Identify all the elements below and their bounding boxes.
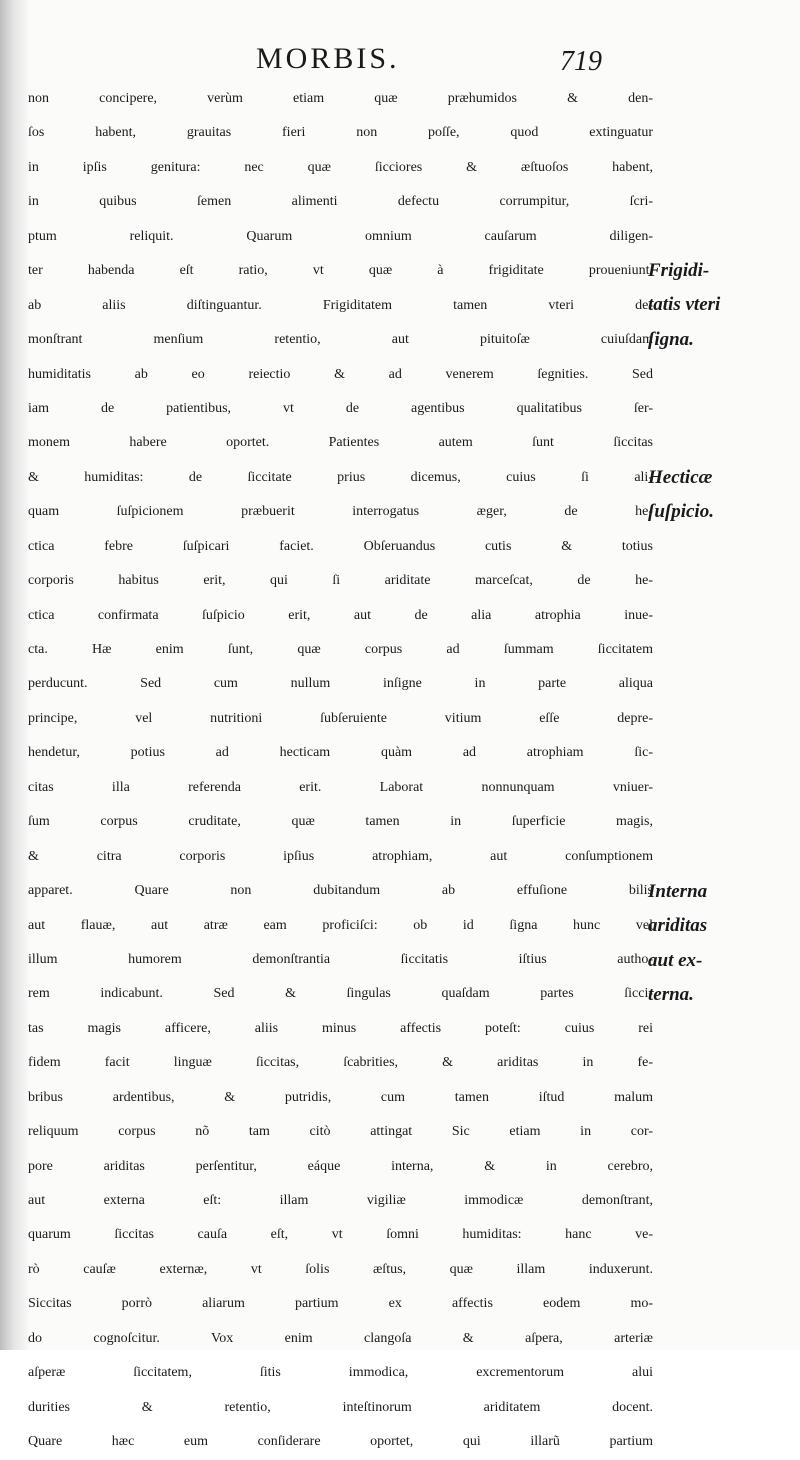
text-line: iam de patientibus, vt de agentibus qualitatibus ſer-	[28, 400, 653, 416]
gutter-shadow	[0, 0, 30, 1350]
text-line: quarum ſiccitas cauſa eſt, vt ſomni humiditas: hanc ve-	[28, 1227, 653, 1243]
text-line: corporis habitus erit, qui ſi ariditate marceſcat, de he-	[28, 573, 653, 589]
text-line: tas magis afficere, aliis minus affectis poteſt: cuius rei	[28, 1020, 653, 1036]
margin-note-line: ſuſpicio.	[648, 501, 714, 523]
margin-note-line: Hecticæ	[648, 467, 713, 488]
text-line: durities & retentio, inteſtinorum ariditatem docent.	[28, 1399, 653, 1415]
text-line: aut flauæ, aut atræ eam proficiſci: ob id ſigna hunc vel	[28, 917, 653, 933]
text-line: ptum reliquit. Quarum omnium cauſarum diligen-	[28, 228, 653, 244]
text-line: ſum corpus cruditate, quæ tamen in ſuperficie magis,	[28, 814, 653, 830]
text-line: in ipſis genitura: nec quæ ſicciores & æſtuoſos habent,	[28, 159, 653, 175]
margin-note-ariditas	[648, 875, 793, 1013]
text-line: illum humorem demonſtrantia ſiccitatis iſtius autho-	[28, 951, 653, 967]
text-line: pore ariditas perſentitur, eáque interna, & in cerebro,	[28, 1158, 653, 1174]
text-line: citas illa referenda erit. Laborat nonnunquam vniuer-	[28, 779, 653, 795]
text-line: bribus ardentibus, & putridis, cum tamen iſtud malum	[28, 1089, 653, 1105]
text-line: principe, vel nutritioni ſubſeruiente vitium eſſe depre-	[28, 710, 653, 726]
text-line: ctica confirmata ſuſpicio erit, aut de alia atrophia inue-	[28, 607, 653, 623]
text-line: humiditatis ab eo reiectio & ad venerem ſegnities. Sed	[28, 366, 653, 382]
page-number: 719	[560, 46, 602, 77]
text-line: cta. Hæ enim ſunt, quæ corpus ad ſummam ſiccitatem	[28, 642, 653, 657]
text-line: ab aliis diſtinguantur. Frigiditatem tamen vteri de-	[28, 297, 653, 313]
text-line: monem habere oportet. Patientes autem ſunt ſiccitas	[28, 435, 653, 451]
running-head	[0, 42, 800, 82]
margin-note-line: aut ex-	[648, 949, 703, 971]
text-line: & humiditas: de ſiccitate prius dicemus, cuius ſi ali-	[28, 469, 653, 485]
text-line: reliquum corpus nõ tam citò attingat Sic etiam in cor-	[28, 1124, 653, 1140]
text-line: quam ſuſpicionem præbuerit interrogatus æger, de he-	[28, 504, 653, 520]
text-line: ter habenda eſt ratio, vt quæ à frigiditate proueniunt,	[28, 263, 653, 279]
text-line: non concipere, verùm etiam quæ præhumidos & den-	[28, 91, 653, 106]
text-line: apparet. Quare non dubitandum ab effuſione bilis	[28, 883, 653, 899]
margin-note-hecticae	[648, 461, 793, 530]
text-line: ſos habent, grauitas fieri non poſſe, quod extinguatur	[28, 125, 653, 141]
text-line: & citra corporis ipſius atrophiam, aut conſumptionem	[28, 848, 653, 864]
text-line: ctica febre ſuſpicari faciet. Obſeruandus cutis & totius	[28, 538, 653, 554]
text-line: aut externa eſt: illam vigiliæ immodicæ demonſtrant,	[28, 1193, 653, 1208]
margin-note-frigiditatis	[648, 254, 793, 357]
text-line: rò cauſæ externæ, vt ſolis æſtus, quæ illam induxerunt.	[28, 1261, 653, 1277]
text-line: monſtrant menſium retentio, aut pituitoſæ cuiuſdam	[28, 332, 653, 348]
margin-note-line: Interna	[648, 881, 708, 902]
margin-note-line: ariditas	[648, 915, 708, 937]
margin-note-line: Frigidi-	[648, 260, 710, 281]
margin-note-line: terna.	[648, 984, 694, 1006]
text-line: do cognoſcitur. Vox enim clangoſa & aſpera, arteriæ	[28, 1330, 653, 1346]
text-line: Quare hæc eum conſiderare oportet, qui illarũ partium	[28, 1434, 653, 1450]
margin-note-line: tatis vteri	[648, 294, 721, 316]
text-line: aſperæ ſiccitatem, ſitis immodica, excrementorum alui	[28, 1365, 653, 1381]
text-line: fidem facit linguæ ſiccitas, ſcabrities, & ariditas in fe-	[28, 1055, 653, 1071]
text-line: Siccitas porrò aliarum partium ex affectis eodem mo-	[28, 1296, 653, 1312]
text-line: hendetur, potius ad hecticam quàm ad atrophiam ſic-	[28, 745, 653, 761]
text-line: perducunt. Sed cum nullum inſigne in parte aliqua	[28, 676, 653, 692]
margin-note-line: ſigna.	[648, 328, 694, 350]
text-line: in quibus ſemen alimenti defectu corrumpitur, ſcri-	[28, 194, 653, 210]
running-head-title: MORBIS.	[256, 42, 400, 75]
text-line: rem indicabunt. Sed & ſingulas quaſdam partes ſicci-	[28, 986, 653, 1002]
body-text	[28, 82, 653, 1460]
